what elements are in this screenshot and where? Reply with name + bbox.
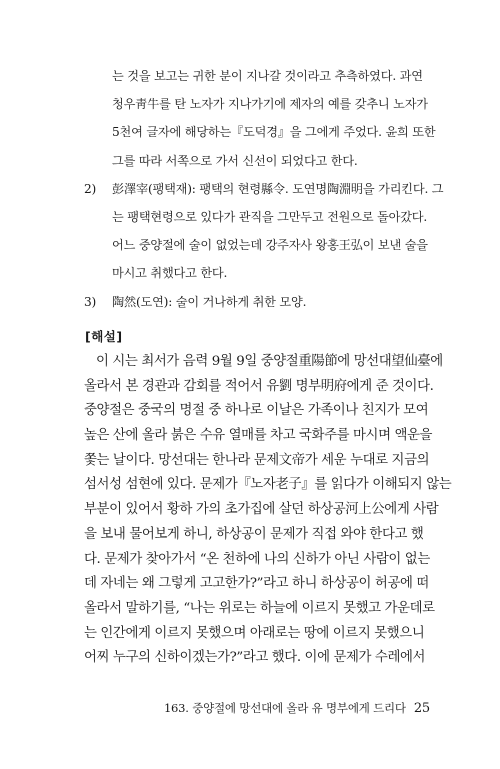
note3-number: 3) xyxy=(84,294,97,309)
note2-line: 어느 중양절에 술이 없었는데 강주자사 왕홍王弘이 보낸 술을 xyxy=(112,238,428,253)
commentary-line: 올라서 말하기를, “나는 위로는 하늘에 이르지 못했고 가운데로 xyxy=(84,600,435,616)
note2-number: 2) xyxy=(84,181,97,196)
note2-line xyxy=(84,175,444,203)
note1-line: 그를 따라 서쪽으로 가서 신선이 되었다고 한다. xyxy=(112,153,358,168)
note2-text: 彭澤宰(팽택재): 팽택의 현령縣令. 도연명陶淵明을 가리킨다. 그 xyxy=(112,181,444,196)
note2-line: 마시고 취했다고 한다. xyxy=(112,266,228,281)
commentary-line: 는 인간에게 이르지 못했으며 아래로는 땅에 이르지 못했으니 xyxy=(84,625,425,641)
commentary-line: 높은 산에 올라 붉은 수유 열매를 차고 국화주를 마시며 액운을 xyxy=(84,428,433,444)
commentary-line: 올라서 본 경관과 감회를 적어서 유劉 명부明府에게 준 것이다. xyxy=(84,378,434,394)
commentary-line: 섬서성 섬현에 있다. 문제가『노자老子』를 읽다가 이해되지 않는 xyxy=(84,477,452,493)
note2-line: 는 팽택현령으로 있다가 관직을 그만두고 전원으로 돌아갔다. xyxy=(112,209,428,224)
commentary-line: 쫓는 날이다. 망선대는 한나라 문제文帝가 세운 누대로 지금의 xyxy=(84,452,430,468)
note1-line: 5천여 글자에 해당하는『도덕경』을 그에게 주었다. 윤희 또한 xyxy=(112,125,436,140)
commentary-line: 중양절은 중국의 명절 중 하나로 이날은 가족이나 친지가 모여 xyxy=(84,403,429,419)
note3-line xyxy=(84,288,426,316)
commentary-line: 을 보내 물어보게 하니, 하상공이 문제가 직접 와야 한다고 했 xyxy=(84,526,424,542)
running-title: 163. 중양절에 망선대에 올라 유 명부에게 드리다 xyxy=(163,701,406,715)
page-number: 25 xyxy=(413,701,430,716)
footnotes xyxy=(84,62,444,316)
commentary-line: 어찌 누구의 신하이겠는가?”라고 했다. 이에 문제가 수레에서 xyxy=(84,650,426,666)
section-heading: [해설] xyxy=(85,329,123,344)
commentary-line: 데 자네는 왜 그렇게 고고한가?”라고 하니 하상공이 허공에 떠 xyxy=(84,576,429,592)
commentary-line: 다. 문제가 찾아가서 “온 천하에 나의 신하가 아닌 사람이 없는 xyxy=(84,551,430,567)
note3-text: 陶然(도연): 술이 거나하게 취한 모양. xyxy=(112,294,307,309)
page-footer xyxy=(164,700,430,716)
note1-line: 는 것을 보고는 귀한 분이 지나갈 것이라고 추측하였다. 과연 xyxy=(112,69,423,83)
commentary-line: 부분이 있어서 황하 가의 초가집에 살던 하상공河上公에게 사람 xyxy=(84,502,439,518)
commentary-body xyxy=(84,350,452,671)
note1-line: 청우靑牛를 탄 노자가 지나가기에 제자의 예를 갖추니 노자가 xyxy=(112,97,428,112)
commentary-line: 이 시는 최서가 음력 9월 9일 중양절重陽節에 망선대望仙臺에 xyxy=(96,354,443,369)
